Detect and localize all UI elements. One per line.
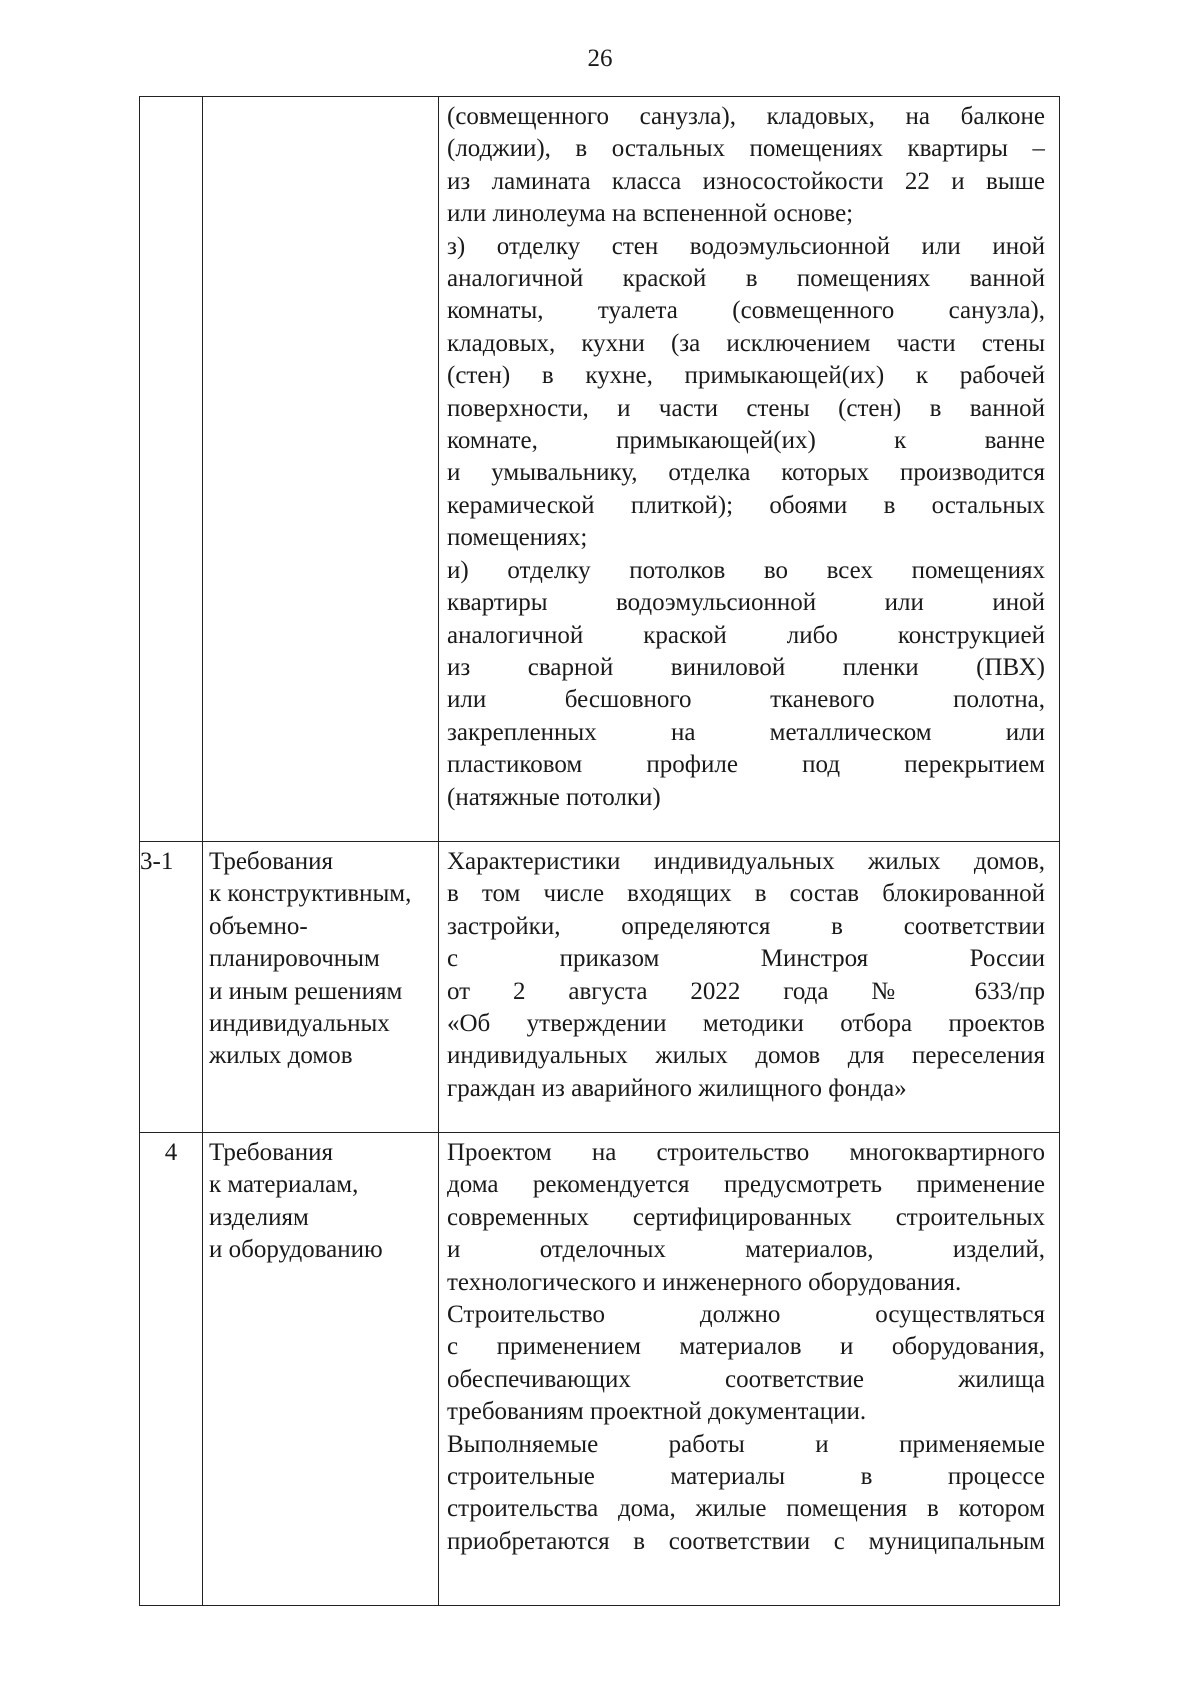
text-line: обеспечивающих соответствие жилища bbox=[447, 1365, 1045, 1393]
text-line: с приказом Минстроя России bbox=[447, 945, 1045, 973]
text-line: комнате, примыкающей(их) к ванне bbox=[447, 427, 1045, 455]
text-line: Строительство должно осуществляться bbox=[447, 1301, 1045, 1329]
name-line: к конструктивным, bbox=[209, 880, 412, 908]
text-line: из ламината класса износостойкости 22 и выше bbox=[447, 167, 1045, 195]
row-text-cell bbox=[439, 1133, 1060, 1606]
text-line: кладовых, кухни (за исключением части стены bbox=[447, 329, 1045, 357]
text-line: от 2 августа 2022 года № 633/пр bbox=[447, 977, 1045, 1005]
text-line: комнаты, туалета (совмещенного санузла), bbox=[447, 297, 1045, 325]
text-line: строительные материалы в процессе bbox=[447, 1463, 1045, 1491]
row-number-cell: 4 bbox=[140, 1133, 203, 1606]
text-line: требованиям проектной документации. bbox=[447, 1398, 867, 1426]
name-line: изделиям bbox=[209, 1203, 309, 1231]
row-number-cell bbox=[140, 97, 203, 842]
name-line: Требования bbox=[209, 1139, 333, 1166]
text-line: дома рекомендуется предусмотреть применение bbox=[447, 1171, 1045, 1199]
text-line: (лоджии), в остальных помещениях квартиры – bbox=[447, 135, 1045, 163]
text-line: пластиковом профиле под перекрытием bbox=[447, 751, 1045, 779]
name-line: и оборудованию bbox=[209, 1236, 383, 1264]
text-line: аналогичной краской либо конструкцией bbox=[447, 621, 1045, 649]
row-text-cell bbox=[439, 842, 1060, 1133]
name-line: жилых домов bbox=[209, 1042, 353, 1070]
text-line: (натяжные потолки) bbox=[447, 783, 661, 811]
text-line: з) отделку стен водоэмульсионной или иной bbox=[447, 232, 1045, 260]
text-line: индивидуальных жилых домов для переселения bbox=[447, 1042, 1045, 1070]
text-line: и умывальнику, отделка которых производится bbox=[447, 459, 1045, 487]
text-line: или линолеума на вспененной основе; bbox=[447, 200, 854, 228]
row-text-cell bbox=[439, 97, 1060, 842]
text-line: приобретаются в соответствии с муниципальным bbox=[447, 1527, 1045, 1555]
text-line: помещениях; bbox=[447, 524, 588, 552]
table-row bbox=[140, 842, 1060, 1133]
name-line: объемно- bbox=[209, 912, 308, 940]
text-line: закрепленных на металлическом или bbox=[447, 718, 1045, 746]
text-line: технологического и инженерного оборудования. bbox=[447, 1268, 962, 1296]
text-line: аналогичной краской в помещениях ванной bbox=[447, 265, 1045, 293]
name-line: Требования bbox=[209, 848, 333, 875]
row-name-cell bbox=[203, 1133, 439, 1606]
text-line: керамической плиткой); обоями в остальных bbox=[447, 491, 1045, 519]
row-number-cell: 3-1 bbox=[140, 842, 203, 1133]
text-line: квартиры водоэмульсионной или иной bbox=[447, 589, 1045, 617]
text-line: в том числе входящих в состав блокированной bbox=[447, 880, 1045, 908]
text-line: и) отделку потолков во всех помещениях bbox=[447, 556, 1045, 584]
text-line: Характеристики индивидуальных жилых домов, bbox=[447, 848, 1045, 875]
text-line: Выполняемые работы и применяемые bbox=[447, 1430, 1045, 1458]
table-row bbox=[140, 1133, 1060, 1606]
name-line: индивидуальных bbox=[209, 1010, 390, 1038]
text-line: из сварной виниловой пленки (ПВХ) bbox=[447, 653, 1045, 681]
requirements-table bbox=[139, 96, 1060, 1606]
text-line: (совмещенного санузла), кладовых, на балконе bbox=[447, 103, 1045, 130]
text-line: застройки, определяются в соответствии bbox=[447, 912, 1045, 940]
text-line: или бесшовного тканевого полотна, bbox=[447, 686, 1045, 714]
row-name-cell bbox=[203, 97, 439, 842]
text-line: граждан из аварийного жилищного фонда» bbox=[447, 1074, 907, 1102]
row-name-cell bbox=[203, 842, 439, 1133]
text-line: с применением материалов и оборудования, bbox=[447, 1333, 1045, 1361]
name-line: планировочным bbox=[209, 945, 380, 973]
text-line: (стен) в кухне, примыкающей(их) к рабочей bbox=[447, 362, 1045, 390]
page-number: 26 bbox=[587, 45, 613, 72]
text-line: поверхности, и части стены (стен) в ванной bbox=[447, 394, 1045, 422]
text-line: и отделочных материалов, изделий, bbox=[447, 1236, 1045, 1264]
name-line: к материалам, bbox=[209, 1171, 359, 1199]
table-row bbox=[140, 97, 1060, 842]
text-line: «Об утверждении методики отбора проектов bbox=[447, 1010, 1045, 1038]
name-line: и иным решениям bbox=[209, 977, 403, 1005]
text-line: строительства дома, жилые помещения в котором bbox=[447, 1495, 1045, 1523]
text-line: Проектом на строительство многоквартирного bbox=[447, 1139, 1045, 1166]
text-line: современных сертифицированных строительных bbox=[447, 1203, 1045, 1231]
